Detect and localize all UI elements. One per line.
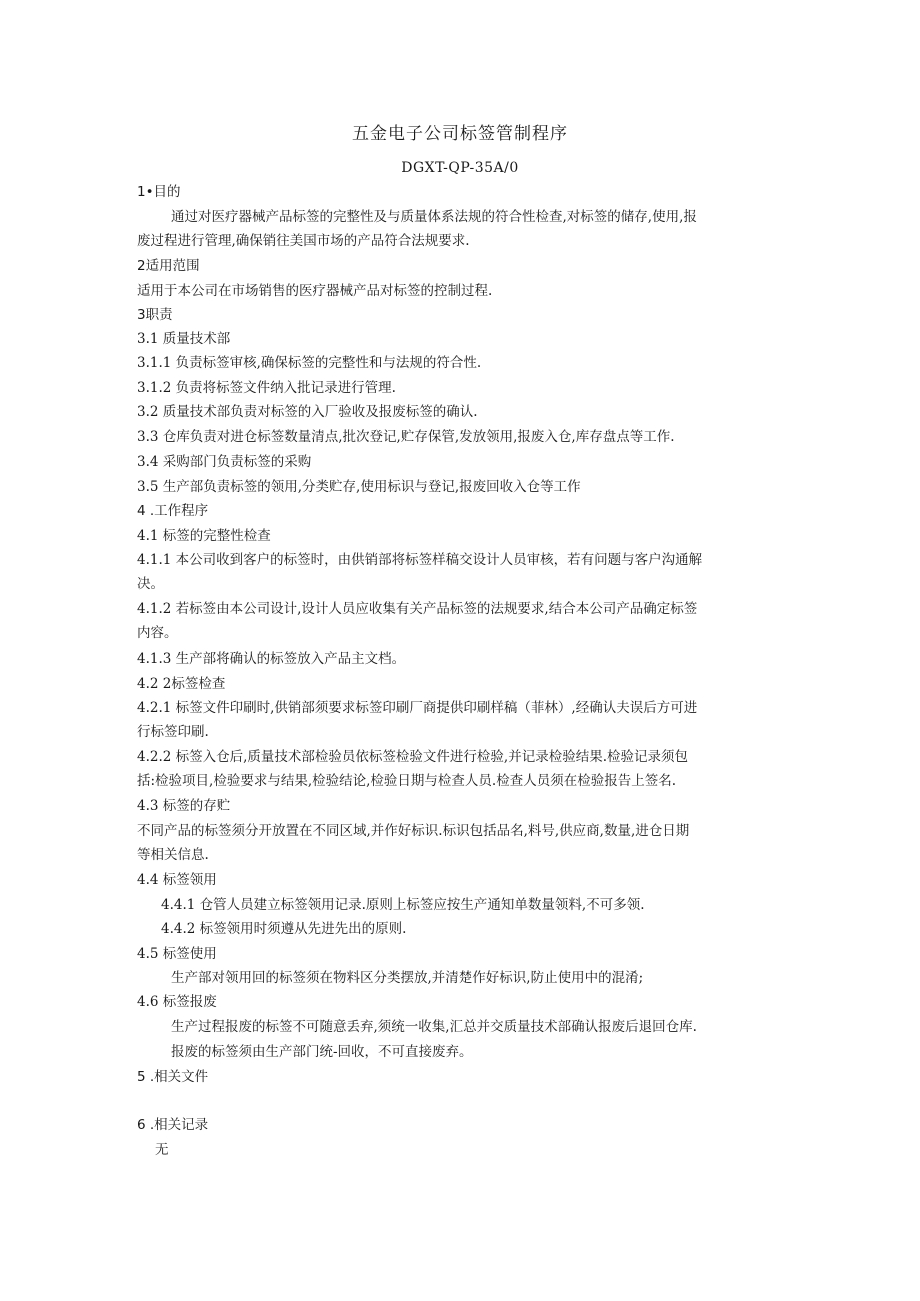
paragraph-line: 生产过程报废的标签不可随意丢弃,须统一收集,汇总并交质量技术部确认报废后退回仓库. [171,1019,697,1035]
clause-line: 4.6 标签报废 [137,994,217,1010]
document-code: DGXT-QP-35A/0 [401,160,519,176]
clause-line: 4.1.2 若标签由本公司设计,设计人员应收集有关产品标签的法规要求,结合本公司产品确定标签 [137,601,698,617]
paragraph-line: 适用于本公司在市场销售的医疗器械产品对标签的控制过程. [137,283,493,299]
paragraph-line: 括:检验项目,检验要求与结果,检验结论,检验日期与检查人员.检查人员须在检验报告上签名. [137,773,677,789]
clause-line: 4.2.1 标签文件印刷时,供销部须要求标签印刷厂商提供印刷样稿（菲林）,经确认夫误后方可进 [137,700,698,716]
clause-line: 4.4.1 仓管人员建立标签领用记录.原则上标签应按生产通知单数量领料,不可多领. [161,897,645,913]
section-heading-purpose: 1•目的 [137,184,181,200]
clause-line: 3.3 仓库负责对进仓标签数量清点,批次登记,贮存保管,发放领用,报废入仓,库存盘点等工作. [137,429,675,445]
clause-line: 4.4.2 标签领用时须遵从先进先出的原则. [161,921,407,937]
paragraph-line: 报废的标签须由生产部门统-回收，不可直接废弃。 [171,1044,473,1060]
section-heading-related-documents: 5 .相关文件 [137,1069,209,1085]
clause-line: 3.1.1 负责标签审核,确保标签的完整性和与法规的符合性. [137,355,482,371]
clause-line: 4.2.2 标签入仓后,质量技术部检验员依标签检验文件进行检验,并记录检验结果.检验记录须包 [137,749,689,765]
paragraph-line: 不同产品的标签须分开放置在不同区域,并作好标识.标识包括品名,料号,供应商,数量,进仓日期 [137,823,690,839]
clause-line: 3.4 采购部门负责标签的采购 [137,454,312,470]
section-heading-scope: 2适用范围 [137,258,200,274]
section-heading-related-records: 6 .相关记录 [137,1117,209,1133]
clause-line: 3.1 质量技术部 [137,331,231,347]
paragraph-line: 无 [155,1142,169,1158]
clause-line: 3.5 生产部负责标签的领用,分类贮存,使用标识与登记,报废回收入仓等工作 [137,479,581,495]
paragraph-line: 内容。 [137,625,178,641]
clause-line: 4.1.3 生产部将确认的标签放入产品主文档。 [137,651,406,667]
section-heading-procedure: 4 .工作程序 [137,503,209,519]
clause-line: 4.3 标签的存贮 [137,798,231,814]
clause-line: 3.2 质量技术部负责对标签的入厂验收及报废标签的确认. [137,404,478,420]
clause-line: 4.2 2标签检查 [137,676,226,692]
paragraph-line: 等相关信息. [137,847,209,863]
paragraph-line: 生产部对领用回的标签须在物料区分类摆放,并清楚作好标识,防止使用中的混淆; [171,970,644,986]
clause-line: 4.5 标签使用 [137,946,217,962]
paragraph-line: 通过对医疗器械产品标签的完整性及与质量体系法规的符合性检查,对标签的储存,使用,报 [171,209,697,225]
paragraph-line: 行标签印刷. [137,724,209,740]
section-heading-responsibilities: 3职责 [137,307,173,323]
paragraph-line: 废过程进行管理,确保销往美国市场的产品符合法规要求. [137,233,470,249]
document-title: 五金电子公司标签管制程序 [352,124,568,144]
clause-line: 3.1.2 负责将标签文件纳入批记录进行管理. [137,380,396,396]
clause-line: 4.1 标签的完整性检查 [137,528,271,544]
clause-line: 4.4 标签领用 [137,872,217,888]
paragraph-line: 决。 [137,576,164,592]
clause-line: 4.1.1 本公司收到客户的标签时，由供销部将标签样稿交设计人员审核，若有问题与客户沟通解 [137,552,703,568]
